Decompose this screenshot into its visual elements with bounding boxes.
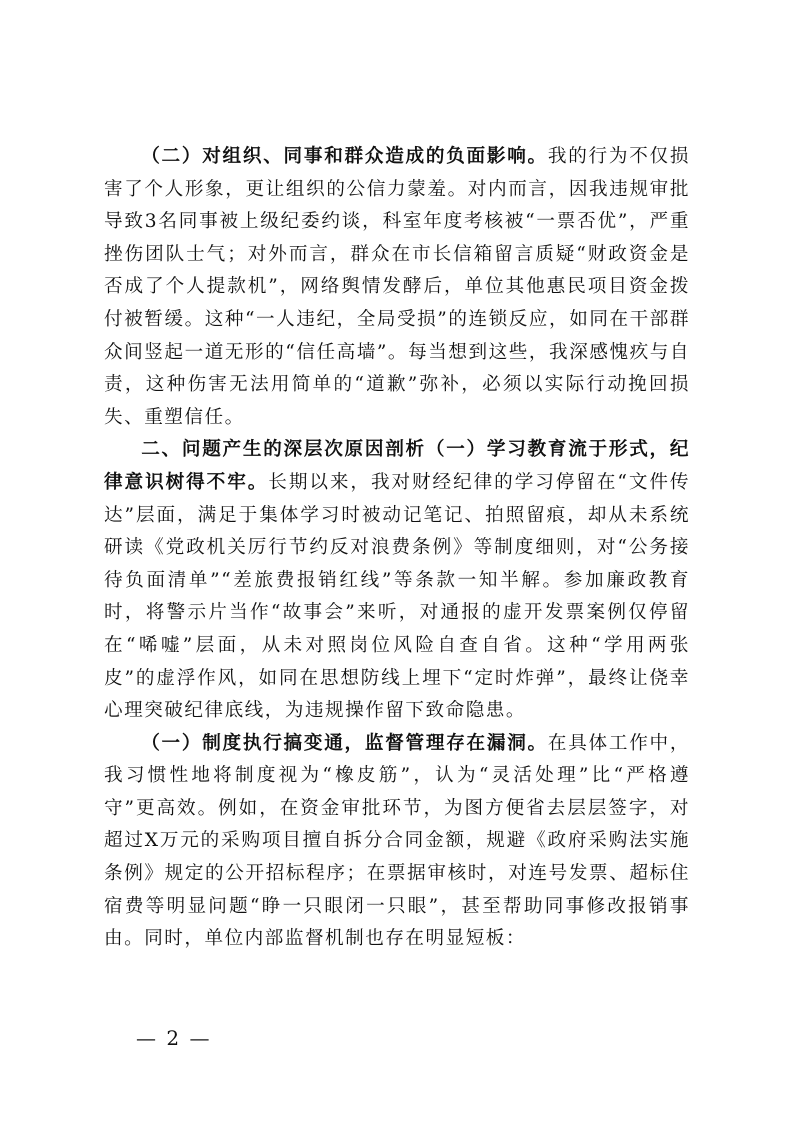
paragraph-heading: （一）制度执行搞变通，监督管理存在漏洞。 [141,732,548,754]
paragraph-text: 我的行为不仅损害了个人形象，更让组织的公信力蒙羞。对内而言，因我违规审批导致3名同事被上级纪委约谈，科室年度考核被“一票否优”，严重挫伤团队士气；对外而言，群众在市长信箱留言质疑“财政资金是否成了个人提款机”，网络舆情发酵后，单位其他惠民项目资金拨付被暂缓。这种“一人违纪，全局受损”的连锁反应，如同在干部群众间竖起一道无形的“信任高墙”。每当想到这些，我深感愧疚与自责，这种伤害无法用简单的“道歉”弥补，必须以实际行动挽回损失、重塑信任。 [104,146,690,428]
paragraph-text: 长期以来，我对财经纪律的学习停留在“文件传达”层面，满足于集体学习时被动记笔记、拍照留痕，却从未系统研读《党政机关厉行节约反对浪费条例》等制度细则，对“公务接待负面清单”“差旅费报销红线”等条款一知半解。参加廉政教育时，将警示片当作“故事会”来听，对通报的虚开发票案例仅停留在“唏嘘”层面，从未对照岗位风险自查自省。这种“学用两张皮”的虚浮作风，如同在思想防线上埋下“定时炸弹”，最终让侥幸心理突破纪律底线，为违规操作留下致命隐患。 [104,471,690,722]
paragraph-heading: （二）对组织、同事和群众造成的负面影响。 [141,146,548,167]
paragraph-root-cause-analysis [104,434,690,727]
paragraph-negative-impact [104,141,690,434]
paragraph-system-execution [104,728,690,956]
section-heading: 二、问题产生的深层次原因剖析（一）学习教育流于形式，纪律意识树得不牢。 [104,439,690,493]
document-body [104,141,690,956]
paragraph-text: 在具体工作中，我习惯性地将制度视为“橡皮筋”，认为“灵活处理”比“严格遵守”更高效。例如，在资金审批环节，为图方便省去层层签字，对超过X万元的采购项目擅自拆分合同金额，规避《政府采购法实施条例》规定的公开招标程序；在票据审核时，对连号发票、超标住宿费等明显问题“睁一只眼闭一只眼”，甚至帮助同事修改报销事由。同时，单位内部监督机制也存在明显短板： [104,732,690,950]
page-number: — 2 — [136,1026,212,1050]
